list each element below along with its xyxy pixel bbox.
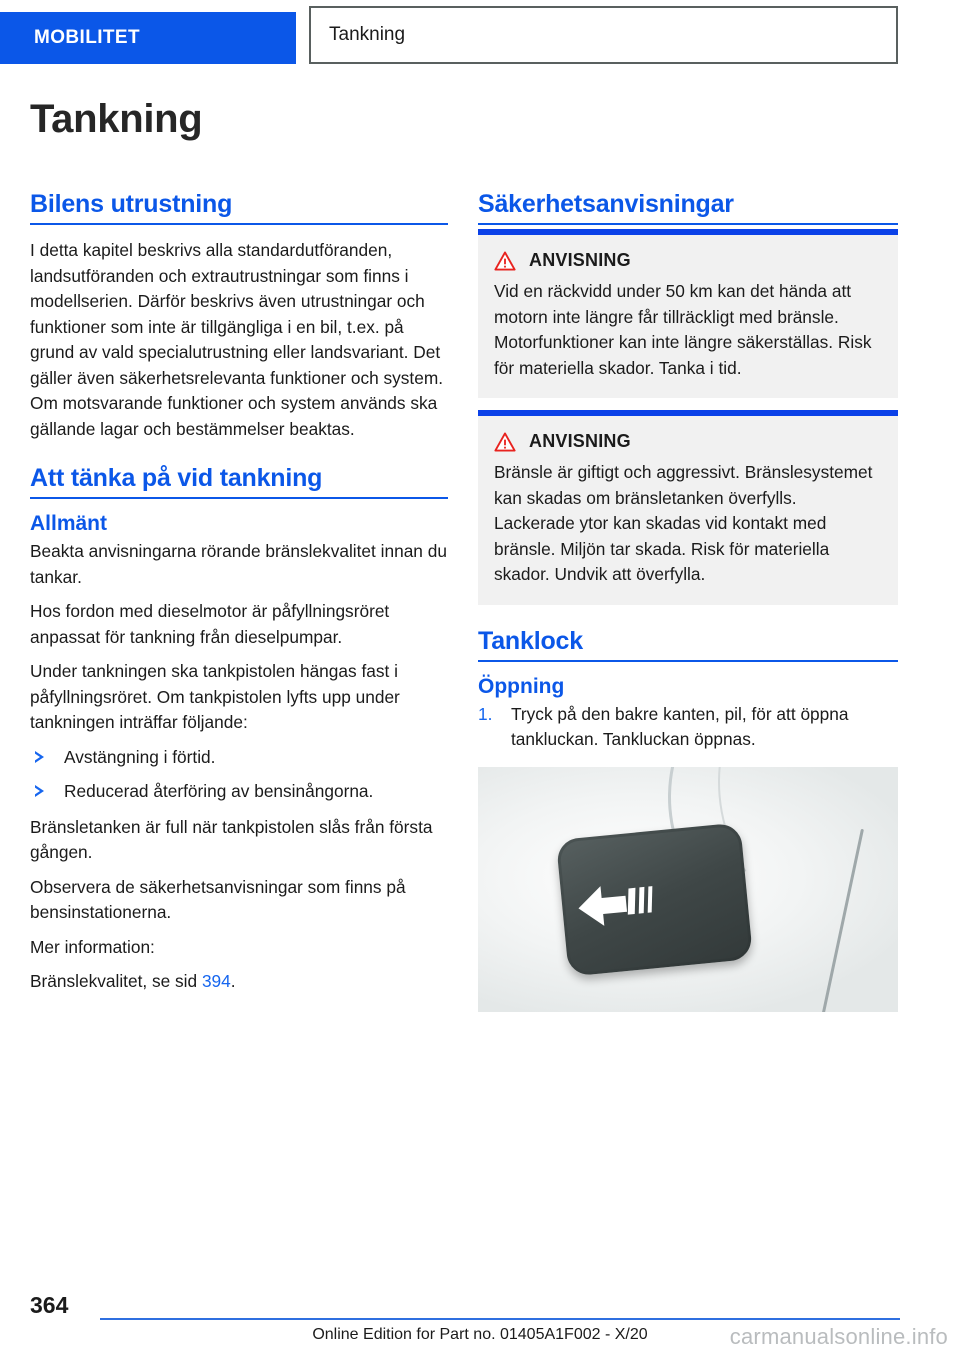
- fuel-flap-figure: [478, 767, 898, 1012]
- notice-text: Vid en räckvidd under 50 km kan det hända att motorn inte längre får tillräckligt med bränsle. Motorfunktioner kan inte längre säkerställas. Risk för materiella skador. Tanka i tid.: [494, 281, 872, 378]
- triangle-bullet-icon: [35, 751, 44, 763]
- section-title-box: [309, 6, 898, 64]
- paragraph-4: Bränsletanken är full när tankpistolen slås från första gången.: [30, 816, 433, 862]
- step-text: Tryck på den bakre kanten, pil, för att öppna tankluckan. Tankluckan öppnas.: [511, 703, 849, 749]
- bullet-list: [30, 745, 448, 805]
- heading-rule: [30, 223, 448, 225]
- warning-triangle-icon: [494, 432, 516, 452]
- subheading-allmant: Allmänt: [30, 512, 108, 535]
- page-number: 364: [30, 1292, 69, 1318]
- heading-rule: [478, 660, 898, 662]
- intro-paragraph: I detta kapitel beskrivs alla standardutföranden, landsutföranden och extrautrustningar som finns i modellserien. Därför beskrivs även utrustningar och funktioner som inte är tillgängliga i en bil, t.ex. på grund av vald specialutrustning eller landsvariant. Det gäller även säkerhetsrelevanta funktioner och system. Om motsvarande funktioner och system används ska gällande lagar och bestämmelser beaktas.: [30, 240, 444, 439]
- edition-note: Online Edition for Part no. 01405A1F002 - X/20: [312, 1326, 648, 1343]
- cross-reference-page-link[interactable]: 394: [201, 971, 231, 991]
- warning-triangle-icon: [494, 251, 516, 271]
- notice-box: [478, 410, 898, 605]
- cross-reference-suffix: .: [230, 971, 236, 991]
- heading-rule: [30, 497, 448, 499]
- paragraph-6: Mer information:: [30, 936, 155, 957]
- heading-bilens-utrustning: Bilens utrustning: [30, 190, 233, 218]
- left-column: [30, 190, 448, 1006]
- cross-reference: [30, 969, 448, 995]
- subheading-oppning: Öppning: [478, 674, 565, 698]
- list-item-label: Avstängning i förtid.: [64, 746, 216, 767]
- chapter-tab-label: MOBILITET: [34, 27, 140, 48]
- footer-rule: [100, 1318, 900, 1320]
- watermark: carmanualsonline.info: [729, 1324, 948, 1349]
- paragraph-2: Hos fordon med dieselmotor är påfyllningsröret anpassat för tankning från dieselpumpar.: [30, 601, 390, 647]
- notice-text: Bränsle är giftigt och aggressivt. Bränslesystemet kan skadas om bränsletanken överfylls. Lackerade ytor kan skadas vid kontakt med bränsle. Miljön tar skada. Risk för materiella skador. Undvik att överfylla.: [494, 462, 873, 584]
- chapter-tab: [0, 12, 296, 64]
- notice-title: ANVISNING: [529, 431, 631, 451]
- heading-rule: [478, 223, 898, 225]
- numbered-step-list: [478, 702, 898, 753]
- paragraph-5: Observera de säkerhetsanvisningar som finns på bensinstationerna.: [30, 876, 406, 922]
- cross-reference-prefix: Bränslekvalitet, se sid: [30, 971, 202, 991]
- notice-body: [478, 416, 898, 605]
- fuel-filler-flap: [556, 822, 753, 976]
- heading-tanklock: Tanklock: [478, 626, 583, 655]
- page-header: [0, 12, 960, 64]
- notice-header: [494, 431, 882, 452]
- heading-sakerhetsanvisningar: Säkerhetsanvisningar: [478, 190, 734, 218]
- list-item: [30, 779, 448, 805]
- notice-header: [494, 250, 882, 271]
- paragraph-3: Under tankningen ska tankpistolen hängas fast i påfyllningsröret. Om tankpistolen lyfts upp under tankningen inträffar följande:: [30, 661, 400, 732]
- page-footer: [0, 1272, 960, 1362]
- heading-att-tanka-pa-vid-tankning: Att tänka på vid tankning: [30, 464, 323, 492]
- notice-body: [478, 235, 898, 398]
- press-arrow-icon: [576, 872, 686, 934]
- page-title: Tankning: [30, 97, 203, 141]
- list-item: [478, 702, 898, 753]
- triangle-bullet-icon: [35, 785, 44, 797]
- list-item: [30, 745, 448, 771]
- paragraph-1: Beakta anvisningarna rörande bränslekvalitet innan du tankar.: [30, 541, 447, 587]
- notice-box: [478, 229, 898, 398]
- section-title-label: Tankning: [329, 24, 406, 45]
- notice-title: ANVISNING: [529, 250, 631, 270]
- right-column: [478, 190, 898, 1012]
- list-item-label: Reducerad återföring av bensinångorna.: [64, 781, 374, 801]
- step-number: 1.: [478, 703, 493, 724]
